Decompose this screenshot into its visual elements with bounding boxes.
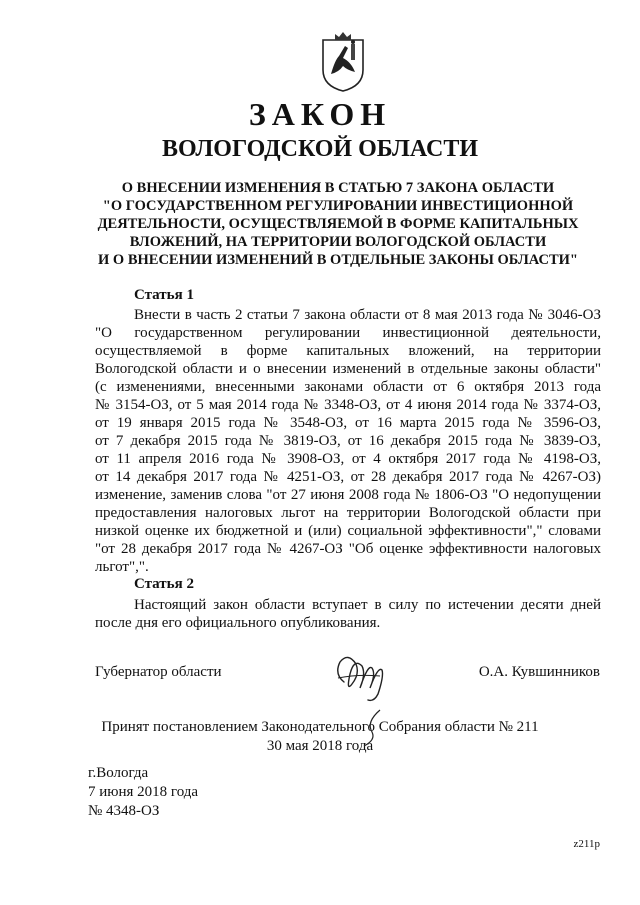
article-1-line: низкой оценке их бюджетной и (или) социальной эффективности"," словами bbox=[95, 523, 601, 539]
article-1-line: № 3154-ОЗ, от 5 мая 2014 года № 3348-ОЗ, от 4 июня 2014 года № 3374-ОЗ, bbox=[95, 397, 601, 413]
article-1-line: "О государственном регулировании инвестиционной деятельности, bbox=[95, 325, 601, 341]
adoption-line-2: 30 мая 2018 года bbox=[266, 738, 374, 754]
article-2-body bbox=[95, 596, 601, 632]
article-1-line: от 7 декабря 2015 года № 3819-ОЗ, от 16 декабря 2015 года № 3839-ОЗ, bbox=[95, 433, 601, 449]
article-1-title: Статья 1 bbox=[134, 287, 194, 303]
adoption-line-1: Принят постановлением Законодательного Собрания области № 211 bbox=[101, 719, 539, 735]
article-2-line: после дня его официального опубликования. bbox=[95, 615, 381, 631]
article-1-line: изменение, заменив слова "от 27 июня 2008 года № 1806-ОЗ "О недопущении bbox=[95, 487, 601, 503]
article-1-line: от 11 апреля 2016 года № 3908-ОЗ, от 4 октября 2017 года № 4198-ОЗ, bbox=[95, 451, 601, 467]
article-1-line: (с изменениями, внесенными законами области от 6 октября 2013 года bbox=[95, 379, 601, 395]
article-1-line: льгот",". bbox=[95, 559, 149, 575]
governor-name: О.А. Кувшинников bbox=[478, 664, 600, 680]
heading-line: ВЛОЖЕНИЙ, НА ТЕРРИТОРИИ ВОЛОГОДСКОЙ ОБЛАСТИ bbox=[129, 234, 547, 250]
article-2-title: Статья 2 bbox=[134, 576, 194, 592]
article-2-line: Настоящий закон области вступает в силу по истечении десяти дней bbox=[134, 597, 601, 613]
city: г.Вологда bbox=[88, 765, 149, 781]
adoption-signature-stroke bbox=[360, 708, 384, 748]
signing-date: 7 июня 2018 года bbox=[88, 784, 199, 800]
article-1-line: "от 28 декабря 2017 года № 4267-ОЗ "Об оценке эффективности налоговых bbox=[95, 541, 601, 557]
adoption-note bbox=[0, 718, 640, 756]
article-1-line: от 19 января 2015 года № 3548-ОЗ, от 16 марта 2015 года № 3596-ОЗ, bbox=[95, 415, 601, 431]
article-1-line: осуществляемой в форме капитальных вложений, на территории bbox=[95, 343, 601, 359]
law-number: № 4348-ОЗ bbox=[88, 803, 160, 819]
heading-line: О ВНЕСЕНИИ ИЗМЕНЕНИЯ В СТАТЬЮ 7 ЗАКОНА ОБЛАСТИ bbox=[121, 180, 555, 196]
document-subtitle: ВОЛОГОДСКОЙ ОБЛАСТИ bbox=[161, 136, 479, 162]
place-and-date bbox=[88, 764, 198, 821]
law-heading bbox=[88, 179, 588, 269]
article-1-body bbox=[95, 306, 601, 576]
heading-line: И О ВНЕСЕНИИ ИЗМЕНЕНИЙ В ОТДЕЛЬНЫЕ ЗАКОНЫ ОБЛАСТИ" bbox=[98, 252, 578, 268]
article-1-line: предоставления налоговых льгот на территории Вологодской области при bbox=[95, 505, 601, 521]
article-1-line: Внести в часть 2 статьи 7 закона области от 8 мая 2013 года № 3046-ОЗ bbox=[134, 307, 601, 323]
heading-line: ДЕЯТЕЛЬНОСТИ, ОСУЩЕСТВЛЯЕМОЙ В ФОРМЕ КАПИТАЛЬНЫХ bbox=[97, 216, 579, 232]
document-title: ЗАКОН bbox=[248, 96, 392, 132]
article-1-line: от 14 декабря 2017 года № 4251-ОЗ, от 28 декабря 2017 года № 4267-ОЗ) bbox=[95, 469, 601, 485]
governor-label: Губернатор области bbox=[95, 664, 222, 680]
governor-signature bbox=[330, 644, 390, 704]
coat-of-arms-emblem bbox=[321, 30, 365, 92]
article-1-line: Вологодской области и о внесении изменений в отдельные законы области" bbox=[95, 361, 601, 377]
document-code: z211р bbox=[573, 838, 600, 850]
heading-line: "О ГОСУДАРСТВЕННОМ РЕГУЛИРОВАНИИ ИНВЕСТИЦИОННОЙ bbox=[102, 198, 574, 214]
